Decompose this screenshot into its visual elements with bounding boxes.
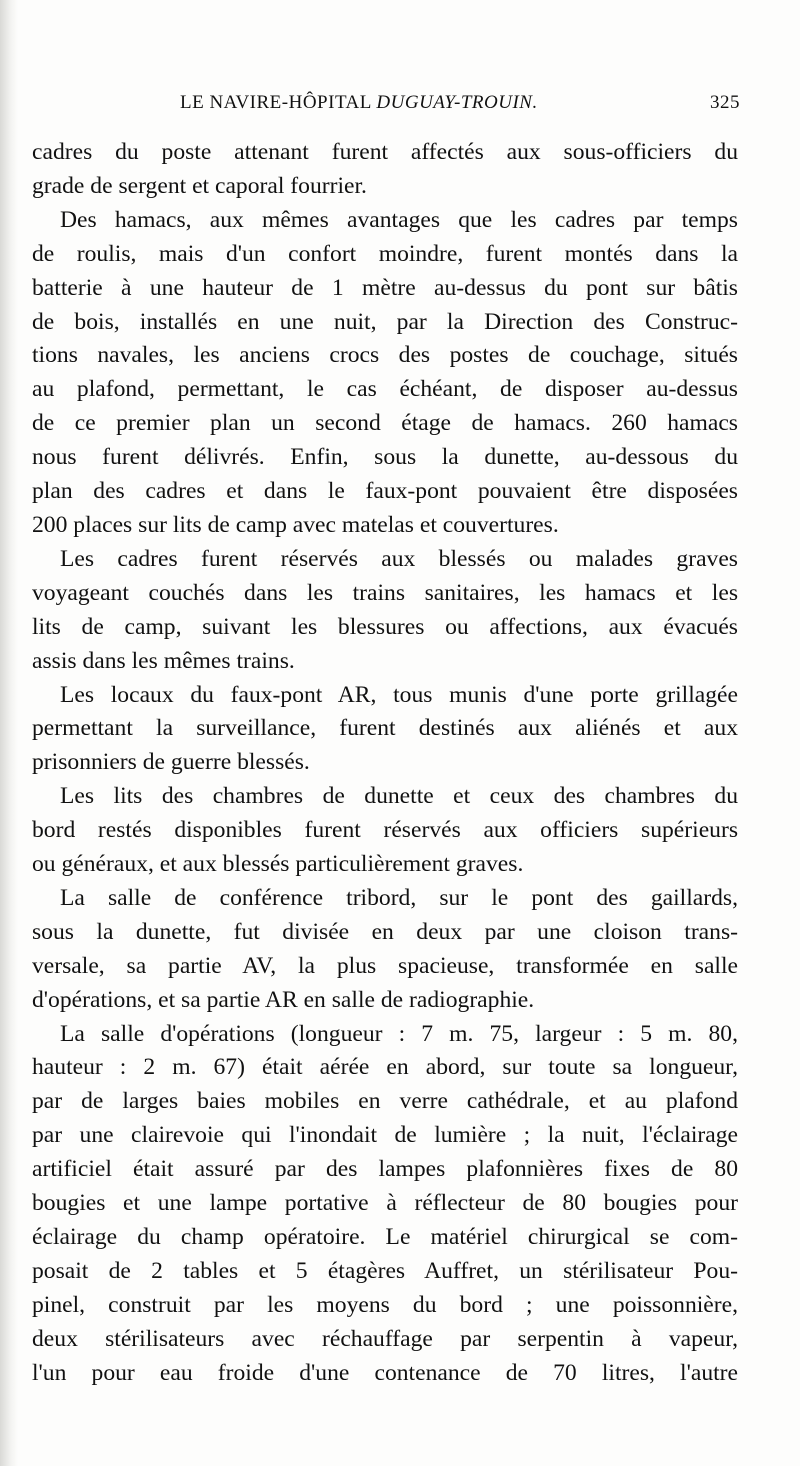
text-line: Les locaux du faux-pont AR, tous munis d'une porte grillagée xyxy=(60,681,738,708)
text-line: sous la dunette, fut divisée en deux par une cloison trans- xyxy=(32,918,738,945)
text-line: pinel, construit par les moyens du bord ; une poissonnière, xyxy=(32,1291,738,1318)
text-line: voyageant couchés dans les trains sanitaires, les hamacs et les xyxy=(32,579,738,606)
text-line: batterie à une hauteur de 1 mètre au-dessus du pont sur bâtis xyxy=(32,274,738,301)
text-line: posait de 2 tables et 5 étagères Auffret, un stérilisateur Pou- xyxy=(32,1257,738,1284)
page-number: 325 xyxy=(710,92,740,113)
text-line: Les lits des chambres de dunette et ceux des chambres du xyxy=(60,783,738,810)
text-line: hauteur : 2 m. 67) était aérée en abord, sur toute sa longueur, xyxy=(32,1054,738,1081)
text-line: lits de camp, suivant les blessures ou affections, aux évacués xyxy=(32,613,738,640)
text-line: bord restés disponibles furent réservés aux officiers supérieurs xyxy=(32,817,738,844)
text-line: de bois, installés en une nuit, par la Direction des Construc- xyxy=(32,308,738,335)
text-line: Les cadres furent réservés aux blessés ou malades graves xyxy=(60,545,738,572)
text-line: Des hamacs, aux mêmes avantages que les cadres par temps xyxy=(60,206,738,233)
text-line: de roulis, mais d'un confort moindre, furent montés dans la xyxy=(32,240,738,267)
text-line: La salle d'opérations (longueur : 7 m. 75, largeur : 5 m. 80, xyxy=(60,1020,738,1047)
text-line: assis dans les mêmes trains. xyxy=(32,647,295,674)
text-line: grade de sergent et caporal fourrier. xyxy=(32,172,367,199)
text-line: par de larges baies mobiles en verre cathédrale, et au plafond xyxy=(32,1088,738,1115)
text-line: permettant la surveillance, furent destinés aux aliénés et aux xyxy=(32,715,738,742)
text-line: La salle de conférence tribord, sur le pont des gaillards, xyxy=(60,884,738,911)
text-line: d'opérations, et sa partie AR en salle de radiographie. xyxy=(32,986,535,1013)
text-line: par une clairevoie qui l'inondait de lumière ; la nuit, l'éclairage xyxy=(32,1122,738,1149)
text-line: artificiel était assuré par des lampes plafonnières fixes de 80 xyxy=(32,1156,738,1183)
text-line: bougies et une lampe portative à réflecteur de 80 bougies pour xyxy=(32,1190,738,1217)
text-line: 200 places sur lits de camp avec matelas et couvertures. xyxy=(32,511,559,538)
text-line: deux stérilisateurs avec réchauffage par serpentin à vapeur, xyxy=(32,1325,738,1352)
body-text xyxy=(32,136,738,1391)
text-line: de ce premier plan un second étage de hamacs. 260 hamacs xyxy=(32,410,738,437)
text-line: au plafond, permettant, le cas échéant, de disposer au-dessus xyxy=(32,376,738,403)
running-head-text: LE NAVIRE-HÔPITAL xyxy=(180,92,377,113)
text-line: plan des cadres et dans le faux-pont pouvaient être disposées xyxy=(32,478,738,505)
text-line: ou généraux, et aux blessés particulièrement graves. xyxy=(32,851,524,878)
text-line: cadres du poste attenant furent affectés aux sous-officiers du xyxy=(32,139,738,165)
page-gutter-shadow xyxy=(0,0,18,1466)
text-line: l'un pour eau froide d'une contenance de 70 litres, l'autre xyxy=(32,1359,738,1386)
running-head xyxy=(180,92,538,114)
text-line: versale, sa partie AV, la plus spacieuse, transformée en salle xyxy=(32,952,738,979)
text-line: tions navales, les anciens crocs des postes de couchage, situés xyxy=(32,342,738,369)
page-header xyxy=(120,92,740,122)
text-line: éclairage du champ opératoire. Le matériel chirurgical se com- xyxy=(32,1224,738,1250)
text-line: nous furent délivrés. Enfin, sous la dunette, au-dessous du xyxy=(32,444,738,471)
text-line: prisonniers de guerre blessés. xyxy=(32,749,310,776)
running-head-ship-name: DUGUAY-TROUIN. xyxy=(376,92,538,113)
